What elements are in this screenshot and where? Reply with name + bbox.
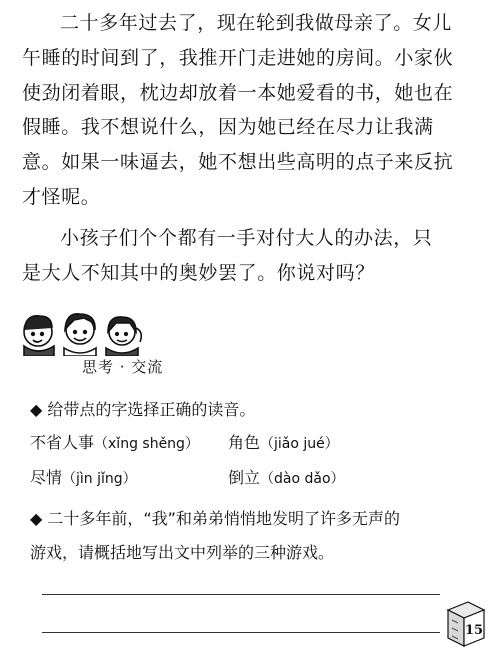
question-2-line-2: 游戏，请概括地写出文中列举的三种游戏。 <box>30 543 335 562</box>
section-title: 思考 · 交流 <box>82 358 164 376</box>
item-word: 尽情 <box>30 468 63 487</box>
question-2-line-1: ◆ 二十多年前，“我”和弟弟悄悄地发明了许多无声的 <box>30 509 400 528</box>
answer-line <box>42 594 440 595</box>
pinyin-item <box>228 465 345 488</box>
page-number: 15 <box>464 623 484 638</box>
text-line: 是大人不知其中的奥妙罢了。你说对吗？ <box>22 261 375 284</box>
item-pinyin: （xǐng shěng） <box>94 436 199 452</box>
text-line: 假睡。我不想说什么，因为她已经在尽力让我满 <box>22 116 434 139</box>
item-pinyin: （dào dǎo） <box>260 471 345 487</box>
children-faces-illustration <box>18 308 148 356</box>
answer-line <box>42 632 440 633</box>
story-paragraph-2 <box>22 221 477 291</box>
text-line: 才怪呢。 <box>22 185 101 208</box>
cube-page-number-icon <box>440 596 488 654</box>
story-text <box>22 6 477 290</box>
story-paragraph-1 <box>22 6 477 215</box>
item-word: 角色 <box>228 433 261 452</box>
text-line: 意。如果一味逼去，她不想出些高明的点子来反抗 <box>22 151 454 174</box>
text-line: 小孩子们个个都有一手对付大人的办法，只 <box>60 226 433 249</box>
pinyin-item <box>30 430 199 453</box>
text-line: 二十多年过去了，现在轮到我做母亲了。女儿 <box>60 12 453 34</box>
item-word: 倒立 <box>228 468 261 487</box>
pinyin-item <box>30 465 137 488</box>
question-1-prompt: ◆ 给带点的字选择正确的读音。 <box>30 400 256 419</box>
text-line: 使劲闭着眼，枕边却放着一本她爱看的书，她也在 <box>22 81 454 104</box>
item-pinyin: （jìn jǐng） <box>62 471 137 487</box>
text-line: 午睡的时间到了，我推开门走进她的房间。小家伙 <box>22 46 454 69</box>
pinyin-item <box>228 430 339 453</box>
item-pinyin: （jiǎo jué） <box>260 436 339 452</box>
item-word: 不省人事 <box>30 433 95 452</box>
